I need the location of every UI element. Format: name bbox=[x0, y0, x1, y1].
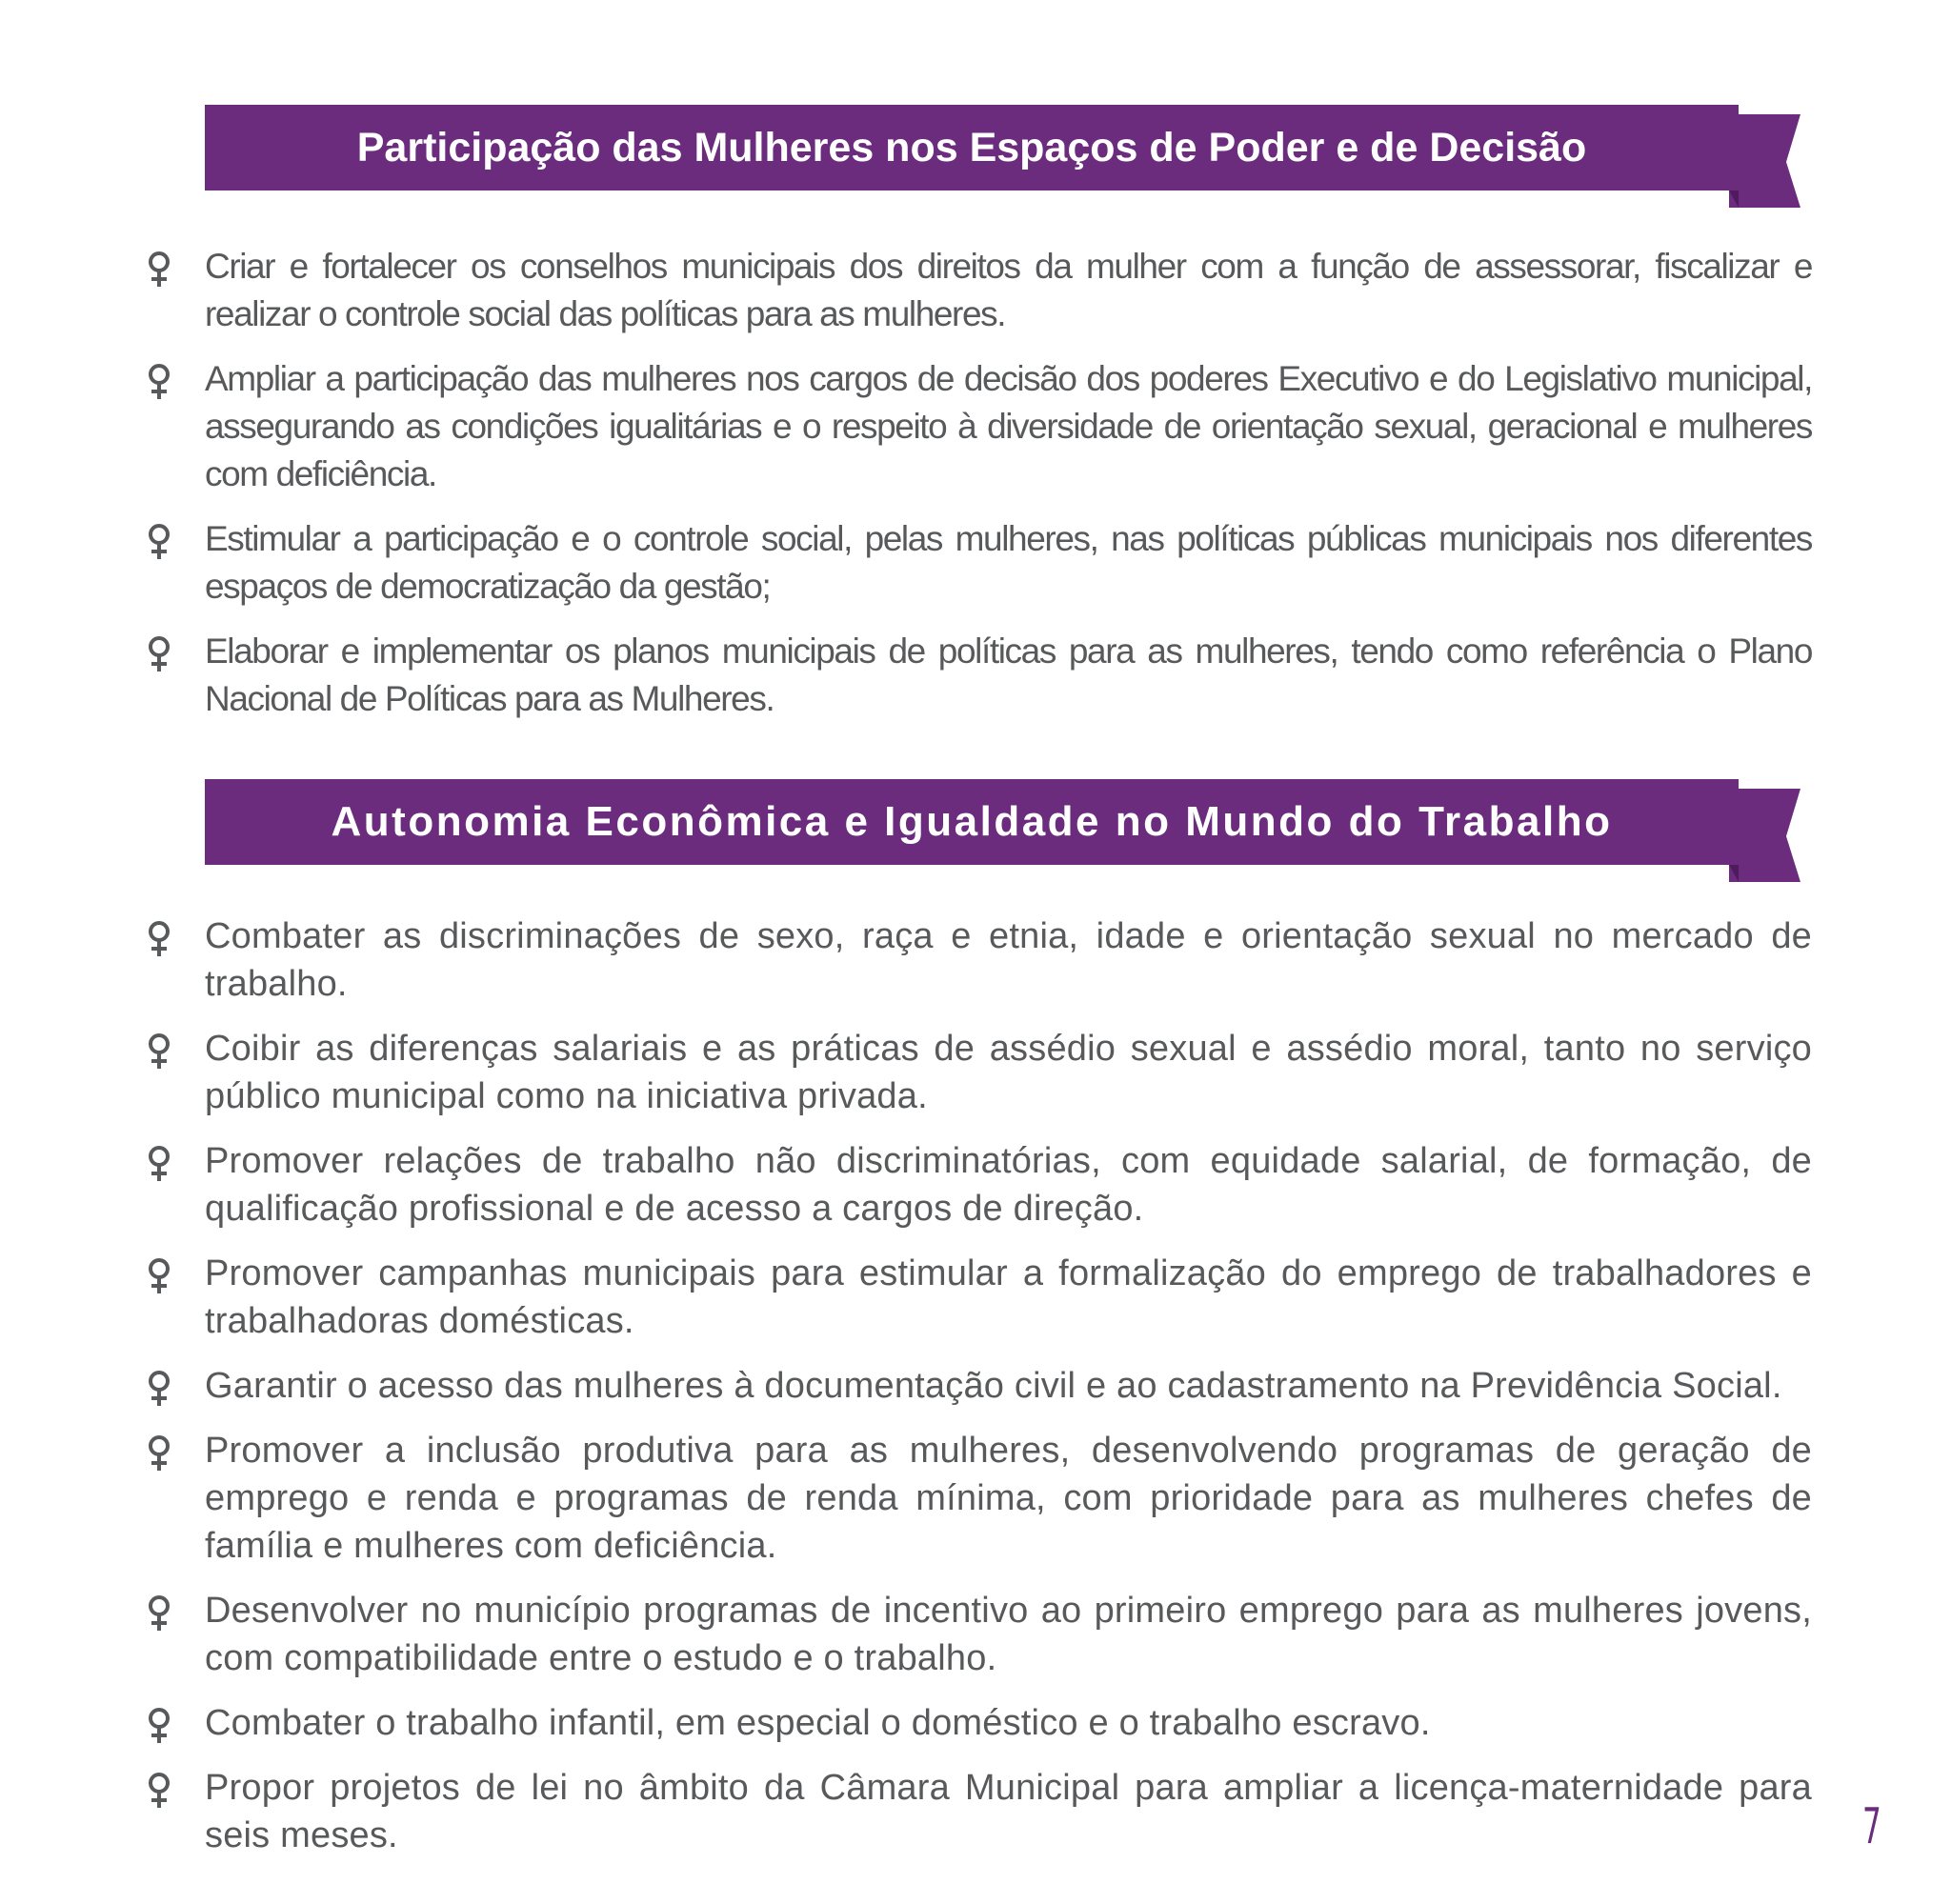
female-symbol-icon bbox=[145, 920, 173, 958]
list-item-text: Promover a inclusão produtiva para as mulheres, desenvolvendo programas de geração de emprego e renda e programas de renda mínima, com prioridade para as mulheres chefes de família e mulheres com deficiência. bbox=[205, 1431, 1812, 1566]
list-item-text: Elaborar e implementar os planos municipais de políticas para as mulheres, tendo como referência o Plano Nacional de Políticas para as Mulheres. bbox=[205, 631, 1812, 718]
section-autonomia bbox=[0, 779, 1951, 1855]
list-item bbox=[143, 243, 1812, 338]
female-symbol-icon bbox=[145, 1145, 173, 1183]
female-symbol-icon bbox=[145, 635, 173, 673]
list-item-text: Garantir o acesso das mulheres à documentação civil e ao cadastramento na Previdência Social. bbox=[205, 1366, 1782, 1406]
female-symbol-icon bbox=[145, 523, 173, 561]
female-symbol-icon bbox=[145, 1257, 173, 1295]
section-participacao bbox=[0, 105, 1951, 733]
list-item-text: Desenvolver no município programas de incentivo ao primeiro emprego para as mulheres jovens, com compatibilidade entre o estudo e o trabalho. bbox=[205, 1591, 1812, 1678]
female-symbol-icon bbox=[145, 1032, 173, 1071]
list-item-text: Promover relações de trabalho não discriminatórias, com equidade salarial, de formação, de qualificação profissional e de acesso a cargos de direção. bbox=[205, 1141, 1812, 1229]
item-list bbox=[143, 243, 1812, 740]
section-title: Participação das Mulheres nos Espaços de Poder e de Decisão bbox=[356, 124, 1587, 170]
list-item-text: Criar e fortalecer os conselhos municipais dos direitos da mulher com a função de assessorar, fiscalizar e realizar o controle social das políticas para as mulheres. bbox=[205, 247, 1812, 333]
list-item-text: Promover campanhas municipais para estimular a formalização do emprego de trabalhadores e trabalhadoras domésticas. bbox=[205, 1253, 1812, 1341]
section-banner bbox=[205, 105, 1800, 190]
female-symbol-icon bbox=[145, 1772, 173, 1810]
female-symbol-icon bbox=[145, 1370, 173, 1408]
list-item bbox=[143, 355, 1812, 498]
list-item bbox=[143, 1587, 1812, 1682]
female-symbol-icon bbox=[145, 1707, 173, 1745]
banner-bar bbox=[205, 779, 1739, 865]
list-item-text: Combater o trabalho infantil, em especial o doméstico e o trabalho escravo. bbox=[205, 1703, 1431, 1743]
list-item bbox=[143, 1699, 1812, 1747]
list-item bbox=[143, 1137, 1812, 1233]
section-banner bbox=[205, 779, 1800, 865]
list-item bbox=[143, 515, 1812, 611]
banner-bar bbox=[205, 105, 1739, 190]
list-item bbox=[143, 1427, 1812, 1570]
female-symbol-icon bbox=[145, 363, 173, 401]
list-item-text: Coibir as diferenças salariais e as práticas de assédio sexual e assédio moral, tanto no serviço público municipal como na iniciativa privada. bbox=[205, 1029, 1812, 1116]
item-list bbox=[143, 912, 1812, 1876]
list-item-text: Propor projetos de lei no âmbito da Câmara Municipal para ampliar a licença-maternidade para seis meses. bbox=[205, 1768, 1812, 1855]
list-item bbox=[143, 628, 1812, 723]
list-item-text: Ampliar a participação das mulheres nos cargos de decisão dos poderes Executivo e do Legislativo municipal, assegurando as condições igualitárias e o respeito à diversidade de orientação sexual, geracional e mulheres com deficiência. bbox=[205, 359, 1812, 493]
female-symbol-icon bbox=[145, 1594, 173, 1633]
list-item-text: Combater as discriminações de sexo, raça e etnia, idade e orientação sexual no mercado de trabalho. bbox=[205, 916, 1812, 1004]
list-item-text: Estimular a participação e o controle social, pelas mulheres, nas políticas públicas municipais nos diferentes espaços de democratização da gestão; bbox=[205, 519, 1812, 606]
list-item bbox=[143, 912, 1812, 1008]
list-item bbox=[143, 1025, 1812, 1120]
list-item bbox=[143, 1764, 1812, 1859]
list-item bbox=[143, 1362, 1812, 1410]
female-symbol-icon bbox=[145, 1434, 173, 1473]
list-item bbox=[143, 1250, 1812, 1345]
page-number: 7 bbox=[1862, 1798, 1881, 1855]
section-title: Autonomia Econômica e Igualdade no Mundo do Trabalho bbox=[331, 798, 1613, 845]
female-symbol-icon bbox=[145, 251, 173, 289]
